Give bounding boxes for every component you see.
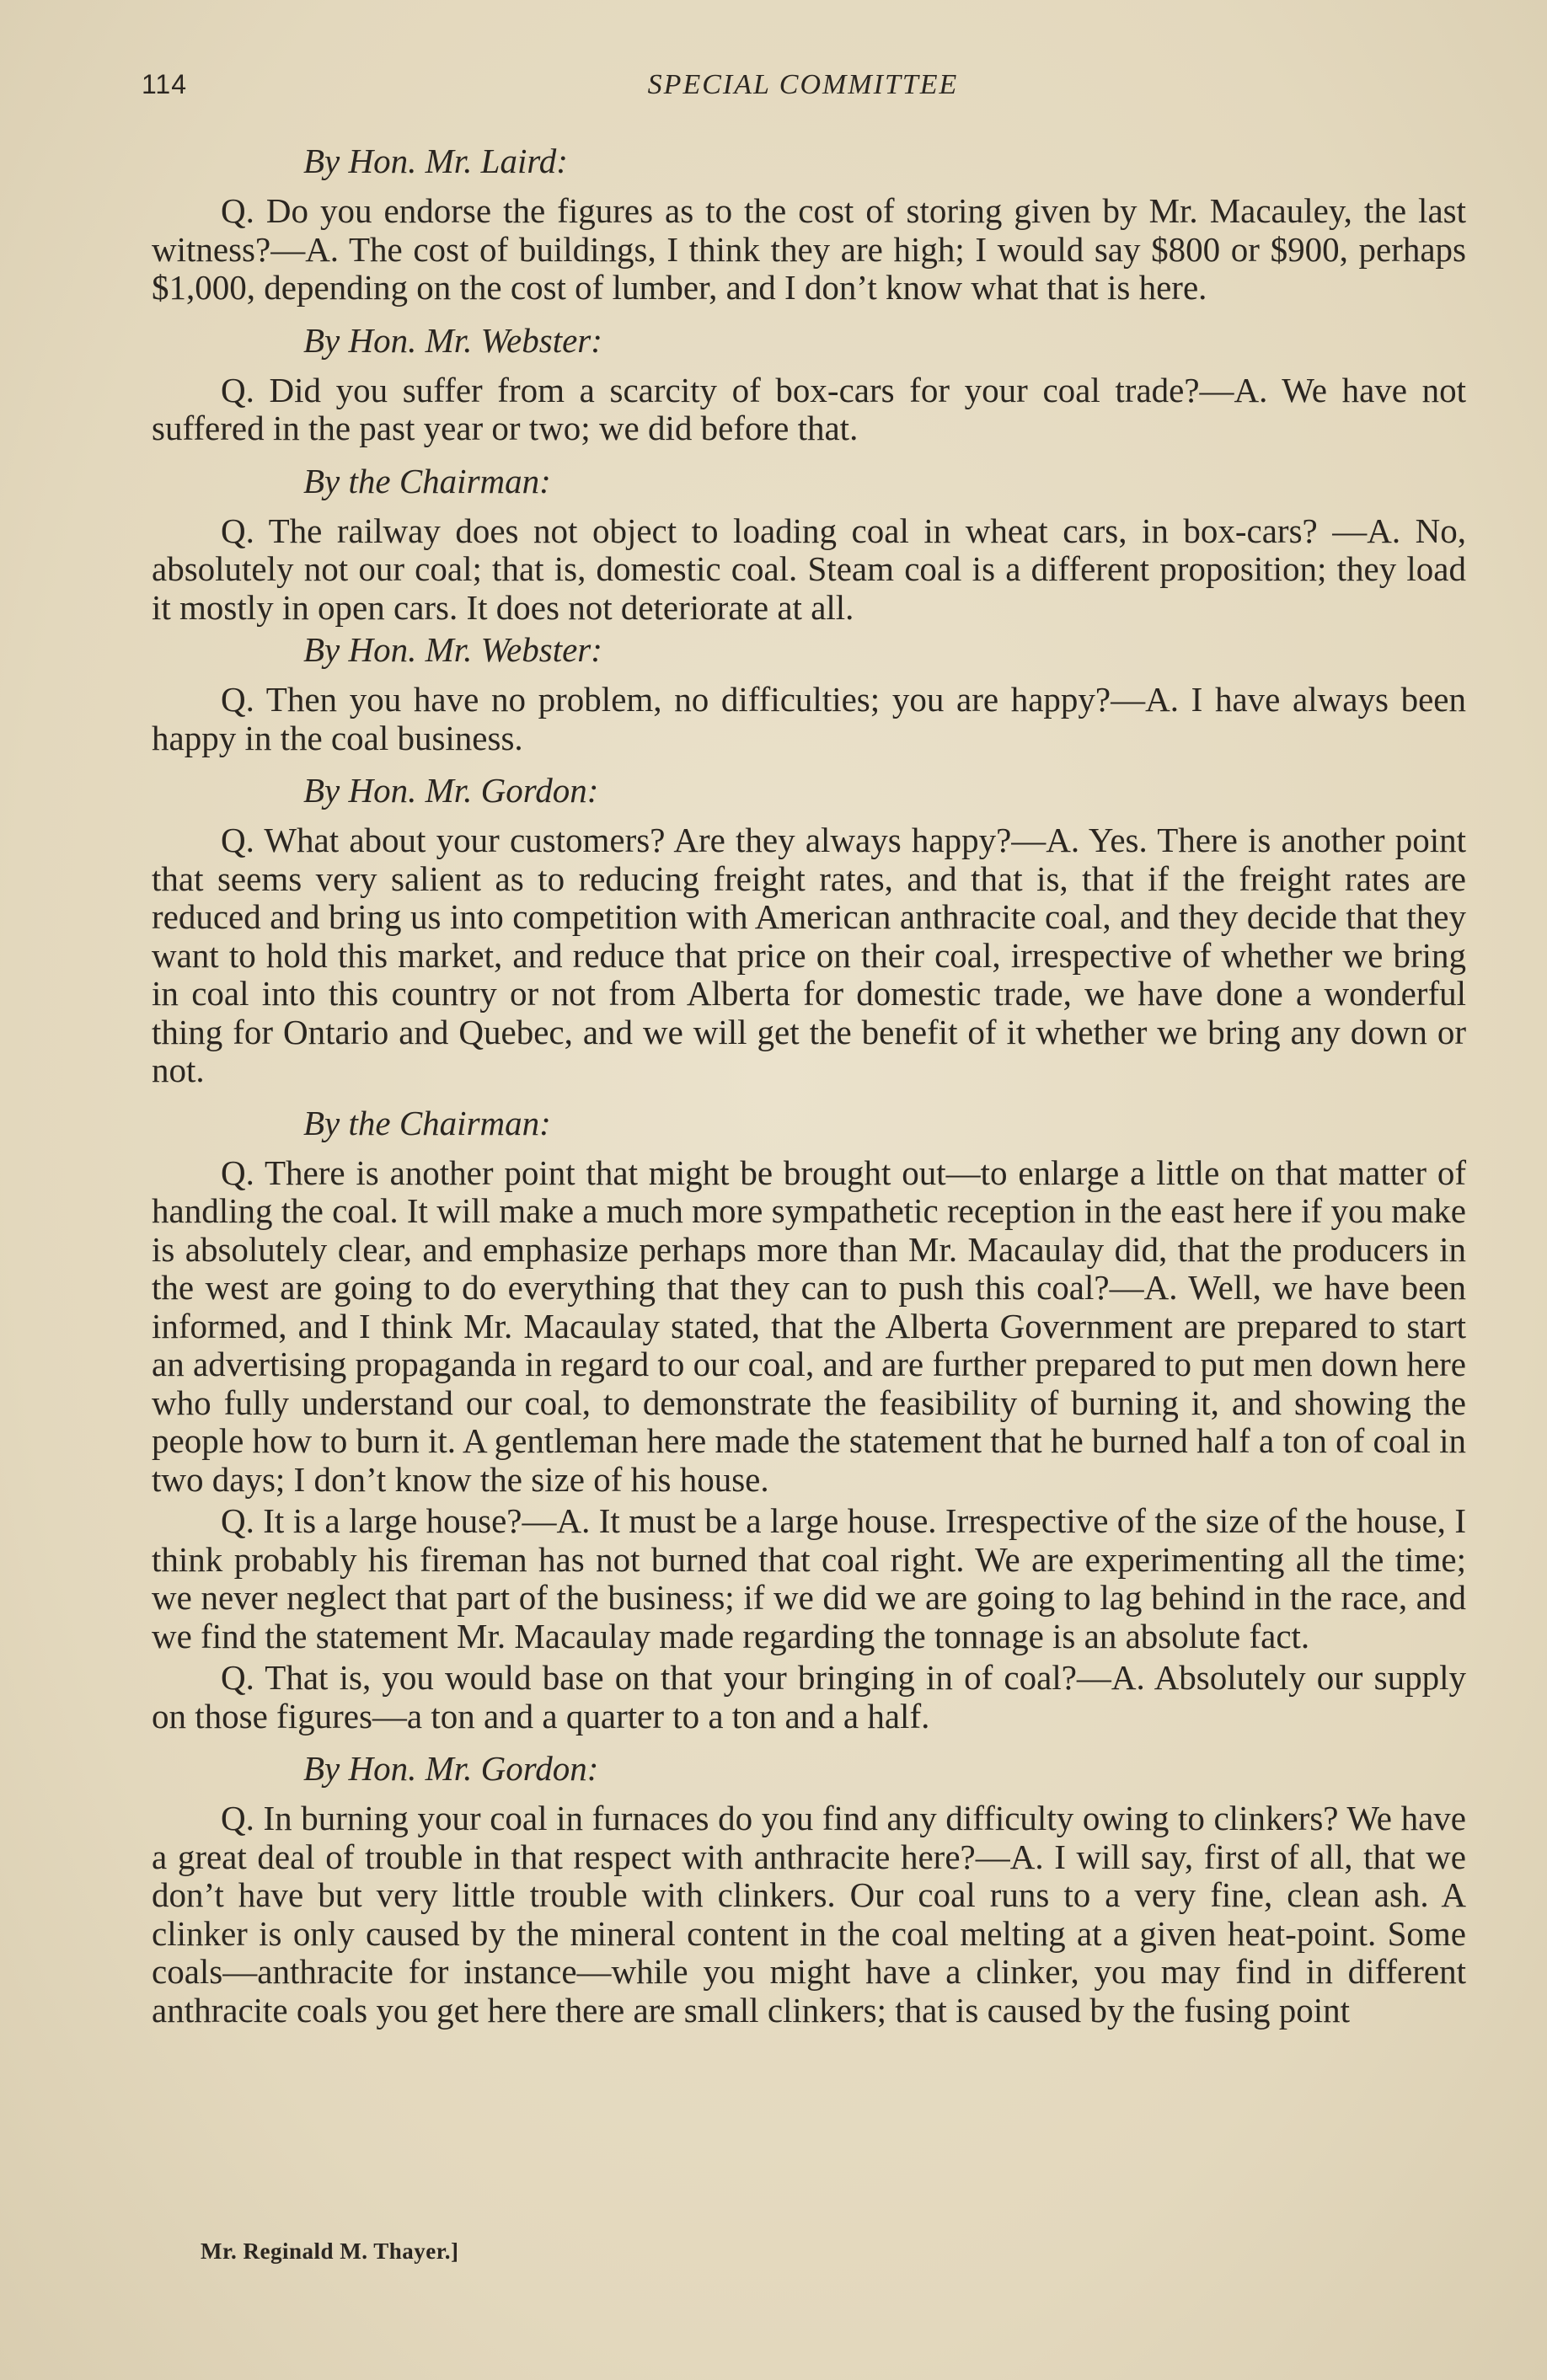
paragraph: Q. That is, you would base on that your bringing in of coal?—A. Absolutely our supply on those figures—a ton and a quarter to a ton and a half.: [152, 1658, 1466, 1736]
page-number: 114: [142, 69, 188, 99]
speaker-heading: By Hon. Mr. Gordon:: [303, 1749, 599, 1788]
paragraph: Q. The railway does not object to loading coal in wheat cars, in box-cars? —A. No, absolutely not our coal; that is, domestic coal. Steam coal is a different proposition; they load it mostly in open cars. It does not deteriorate at all.: [152, 511, 1466, 627]
paragraph: Q. Do you endorse the figures as to the cost of storing given by Mr. Macauley, the last witness?—A. The cost of buildings, I think they are high; I would say $800 or $900, perhaps $1,000, depending on the cost of lumber, and I don’t know what that is here.: [152, 191, 1466, 307]
page-header: [142, 69, 1464, 111]
paragraph: Q. What about your customers? Are they always happy?—A. Yes. There is another point that seems very salient as to reducing freight rates, and that is, that if the freight rates are reduced and bring us into competition with American anthracite coal, and they decide that they want to hold this market, and reduce that price on their coal, irrespective of whether we bring in coal into this country or not from Alberta for domestic trade, we have done a wonderful thing for Ontario and Quebec, and we will get the benefit of it whether we bring any down or not.: [152, 821, 1466, 1089]
paragraph: Q. Did you suffer from a scarcity of box-cars for your coal trade?—A. We have not suffered in the past year or two; we did before that.: [152, 370, 1466, 447]
speaker-heading: By Hon. Mr. Webster:: [303, 320, 602, 360]
page-body: [152, 142, 1466, 2043]
paragraph: Q. Then you have no problem, no difficulties; you are happy?—A. I have always been happy in the coal business.: [152, 680, 1466, 757]
speaker-heading: By Hon. Mr. Laird:: [303, 142, 568, 180]
speaker-heading: By Hon. Mr. Webster:: [303, 630, 602, 669]
paragraph: Q. There is another point that might be brought out—to enlarge a little on that matter of handling the coal. It will make a much more sympathetic reception in the east here if you make is absolutely clear, and emphasize perhaps more than Mr. Macaulay did, that the producers in the west are going to do everything that they can to push this coal?—A. Well, we have been informed, and I think Mr. Macaulay stated, that the Alberta Government are prepared to start an advertising propaganda in regard to our coal, and are further prepared to put men down here who fully understand our coal, to demonstrate the feasibility of burning it, and showing the people how to burn it. A gentleman here made the statement that he burned half a ton of coal in two days; I don’t know the size of his house.: [152, 1153, 1466, 1499]
witness-footnote: Mr. Reginald M. Thayer.]: [201, 2238, 459, 2264]
paragraph: Q. In burning your coal in furnaces do you find any difficulty owing to clinkers? We have a great deal of trouble in that respect with anthracite here?—A. I will say, first of all, that we don’t have but very little trouble with clinkers. Our coal runs to a very fine, clean ash. A clinker is only caused by the mineral content in the coal melting at a given heat-point. Some coals—anthracite for instance—while you might have a clinker, you may find in different anthracite coals you get here there are small clinkers; that is caused by the fusing point: [152, 1799, 1466, 2030]
speaker-heading: By the Chairman:: [303, 461, 551, 500]
running-head: SPECIAL COMMITTEE: [647, 69, 959, 100]
paragraph: Q. It is a large house?—A. It must be a large house. Irrespective of the size of the house, I think probably his fireman has not burned that coal right. We are experimenting all the time; we never neglect that part of the business; if we did we are going to lag behind in the race, and we find the statement Mr. Macaulay made regarding the tonnage is an absolute fact.: [152, 1501, 1466, 1655]
speaker-heading: By the Chairman:: [303, 1103, 551, 1142]
speaker-heading: By Hon. Mr. Gordon:: [303, 771, 599, 810]
